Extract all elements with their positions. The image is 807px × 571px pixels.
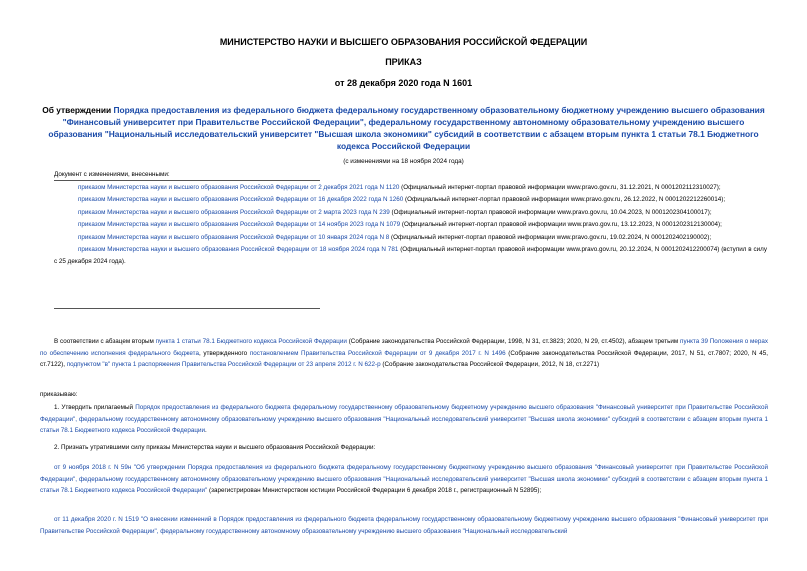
- title-procedure-link[interactable]: Порядка предоставления из федерального бюджета федеральному государственному образовательному бюджетному учреждению высшего образования "Финансовый университет при Правительстве Российской Федерации", федеральному государственному автономному образовательному учреждению высшего образования "Национальный исследовательский университет "Высшая школа экономики" субсидий в соответствии с абзацем вторым пункта 1 статьи 78.1 Бюджетного кодекса Российской Федерации: [48, 105, 765, 151]
- title-prefix: Об утверждении: [42, 105, 112, 115]
- repealed-order-59n-link[interactable]: от 9 ноября 2018 г. N 59н "Об утверждении Порядка предоставления из федерального бюджета федеральному государственному бюджетному учреждению высшего образования "Финансовый университет при Правительстве Российской Федерации", федеральному государственному автономному образовательному учреждению высшего образования "Национальный исследовательский университет "Высшая школа экономики" субсидий в соответствии с абзацем вторым пункта 1 статьи 78.1 Бюджетного кодекса Российской Федерации": [40, 464, 768, 495]
- amendment-item: приказом Министерства науки и высшего образования Российской Федерации от 10 января 2024 года N 8 (Официальный интернет-портал правовой информации www.pravo.gov.ru, 19.02.2024, N 0001202402190002);: [78, 233, 712, 241]
- amendment-link[interactable]: приказом Министерства науки и высшего образования Российской Федерации от 2 марта 2023 года N 239: [78, 208, 390, 216]
- repeal1-paragraph: от 9 ноября 2018 г. N 59н "Об утверждении Порядка предоставления из федерального бюджета федеральному государственному бюджетному учреждению высшего образования "Финансовый университет при Правительстве Российской Федерации", федеральному государственному автономному образовательному учреждению высшего образования "Национальный исследовательский университет "Высшая школа экономики" субсидий в соответствии с абзацем вторым пункта 1 статьи 78.1 Бюджетного кодекса Российской Федерации" (зарегистрирован Министерством юстиции Российской Федерации 6 декабря 2018 г., регистрационный N 52895);: [40, 464, 768, 495]
- amendment-link[interactable]: приказом Министерства науки и высшего образования Российской Федерации от 10 января 2024 года N 8: [78, 233, 390, 241]
- amendments-list: [54, 182, 767, 269]
- amendment-item: приказом Министерства науки и высшего образования Российской Федерации от 2 марта 2023 года N 239 (Официальный интернет-портал правовой информации www.pravo.gov.ru, 10.04.2023, N 0001202304100017);: [78, 208, 712, 216]
- amendments-top-divider: [54, 180, 320, 181]
- repeal2-paragraph: [40, 514, 768, 537]
- ministry-heading: МИНИСТЕРСТВО НАУКИ И ВЫСШЕГО ОБРАЗОВАНИЯ РОССИЙСКОЙ ФЕДЕРАЦИИ: [219, 37, 588, 47]
- government-order-link[interactable]: подпунктом "в" пункта 1 распоряжения Правительства Российской Федерации от 23 апреля 2012 г. N 622-р: [66, 361, 381, 369]
- amendment-item: приказом Министерства науки и высшего образования Российской Федерации от 16 декабря 2022 года N 1260 (Официальный интернет-портал правовой информации www.pravo.gov.ru, 26.12.2022, N 0001202212260014);: [78, 196, 726, 204]
- amendment-link[interactable]: приказом Министерства науки и высшего образования Российской Федерации от 16 декабря 2022 года N 1260: [78, 196, 404, 204]
- amendment-link[interactable]: приказом Министерства науки и высшего образования Российской Федерации от 14 ноября 2023 года N 1079: [78, 221, 401, 229]
- item1-paragraph: 1. Утвердить прилагаемый Порядок предоставления из федерального бюджета федеральному государственному образовательному бюджетному учреждению высшего образования "Финансовый университет при Правительстве Российской Федерации", федеральному государственному автономному образовательному учреждению высшего образования "Национальный исследовательский университет "Высшая школа экономики" субсидий в соответствии с абзацем вторым пункта 1 статьи 78.1 Бюджетного кодекса Российской Федерации.: [40, 404, 768, 435]
- edition-note: (с изменениями на 18 ноября 2024 года): [343, 158, 464, 165]
- order-word: приказываю:: [40, 391, 78, 398]
- government-resolution-link[interactable]: постановлением Правительства Российской Федерации от 9 декабря 2017 г. N 1496: [249, 349, 506, 357]
- document-title: [40, 104, 767, 152]
- approved-procedure-link[interactable]: Порядок предоставления из федерального бюджета федеральному государственному образовательному бюджетному учреждению высшего образования "Финансовый университет при Правительстве Российской Федерации", федеральному государственному автономному образовательному учреждению высшего образования "Национальный исследовательский университет "Высшая школа экономики" субсидий в соответствии с абзацем вторым пункта 1 статьи 78.1 Бюджетного кодекса Российской Федерации: [40, 404, 768, 435]
- item2-paragraph: 2. Признать утратившими силу приказы Министерства науки и высшего образования Российской Федерации:: [54, 444, 376, 451]
- repealed-order-1519-link[interactable]: от 11 декабря 2020 г. N 1519 "О внесении изменений в Порядок предоставления из федерального бюджета федеральному государственному образовательному бюджетному учреждению высшего образования "Финансовый университет при Правительстве Российской Федерации", федеральному государственному автономному образовательному учреждению высшего образования "Национальный исследовательский: [40, 516, 768, 535]
- amendment-link[interactable]: приказом Министерства науки и высшего образования Российской Федерации от 2 декабря 2021 года N 1120: [78, 184, 400, 191]
- amendment-link[interactable]: приказом Министерства науки и высшего образования Российской Федерации от 18 ноября 2024 года N 781: [78, 246, 399, 254]
- amendment-item: приказом Министерства науки и высшего образования Российской Федерации от 2 декабря 2021 года N 1120 (Официальный интернет-портал правовой информации www.pravo.gov.ru, 31.12.2021, N 0001202112310027);: [78, 184, 721, 191]
- amendments-bottom-divider: [54, 308, 320, 309]
- doc-type-heading: ПРИКАЗ: [385, 57, 422, 67]
- preamble-paragraph: В соответствии с абзацем вторым пункта 1 статьи 78.1 Бюджетного кодекса Российской Федерации (Собрание законодательства Российской Федерации, 1998, N 31, ст.3823; 2020, N 29, ст.4502), абзацем третьим пункта 39 Положения о мерах по обеспечению исполнения федерального бюджета, утвержденного постановлением Правительства Российской Федерации от 9 декабря 2017 г. N 1496 (Собрание законодательства Российской Федерации, 2017, N 51, ст.7807; 2020, N 45, ст.7122), подпунктом "в" пункта 1 распоряжения Правительства Российской Федерации от 23 апреля 2012 г. N 622-р (Собрание законодательства Российской Федерации, 2012, N 18, ст.2271): [40, 338, 768, 369]
- amendment-item: приказом Министерства науки и высшего образования Российской Федерации от 18 ноября 2024 года N 781 (Официальный интернет-портал правовой информации www.pravo.gov.ru, 20.12.2024, N 0001202412200074) (вступил в силу с 25 декабря 2024 года).: [54, 246, 767, 266]
- budget-code-link[interactable]: пункта 1 статьи 78.1 Бюджетного кодекса Российской Федерации: [155, 338, 347, 345]
- amendment-item: приказом Министерства науки и высшего образования Российской Федерации от 14 ноября 2023 года N 1079 (Официальный интернет-портал правовой информации www.pravo.gov.ru, 13.12.2023, N 0001202312130004);: [78, 221, 722, 229]
- date-number-heading: от 28 декабря 2020 года N 1601: [334, 78, 473, 88]
- regulation-link[interactable]: пункта 39 Положения о мерах по обеспечению исполнения федерального бюджета: [40, 338, 768, 357]
- amendments-heading: Документ с изменениями, внесенными:: [54, 171, 170, 178]
